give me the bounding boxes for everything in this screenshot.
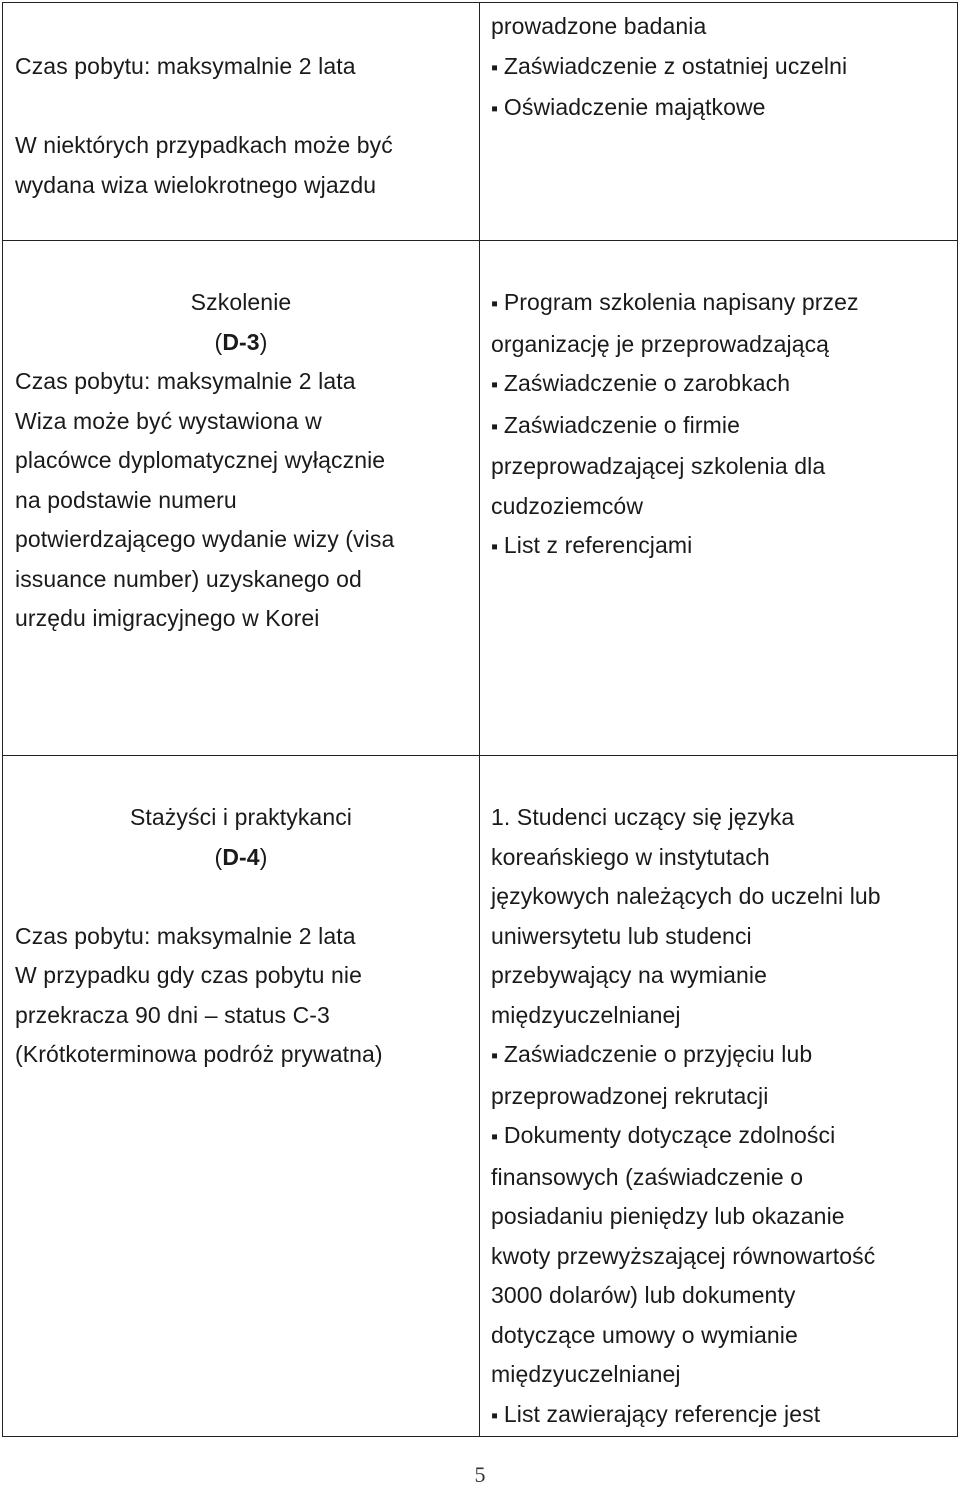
document-line: uniwersytetu lub studenci <box>491 922 752 949</box>
visa-type-title: Szkolenie <box>190 289 292 315</box>
description-line: placówce dyplomatycznej wyłącznie <box>15 447 386 473</box>
visa-type-title: Stażyści i praktykanci <box>129 804 353 830</box>
document-item: ▪ List zawierający referencje jest <box>491 1395 947 1437</box>
document-line: 1. Studenci uczący się języka <box>491 804 795 830</box>
multiple-entry-text: W niektórych przypadkach może być <box>15 132 393 158</box>
table-row <box>3 3 958 241</box>
document-item-cont: cudzoziemców <box>491 492 644 519</box>
visa-code: (D-3) <box>214 328 268 355</box>
document-item: ▪ Program szkolenia napisany przez <box>491 283 947 325</box>
document-item: ▪ Dokumenty dotyczące zdolności <box>491 1116 947 1158</box>
visa-description-cell <box>3 241 480 756</box>
multiple-entry-text-cont: wydana wiza wielokrotnego wjazdu <box>15 171 377 198</box>
description-line: potwierdzającego wydanie wizy (visa <box>15 526 395 552</box>
visa-code-value: D-3 <box>222 328 260 355</box>
document-item-cont: dotyczące umowy o wymianie <box>491 1321 798 1348</box>
document-item: ▪ Zaświadczenie o zarobkach <box>491 364 947 406</box>
description-line: W przypadku gdy czas pobytu nie <box>15 962 362 988</box>
document-item-cont: posiadaniu pieniędzy lub okazanie <box>491 1203 845 1229</box>
document-item: ▪ Zaświadczenie z ostatniej uczelni <box>491 47 947 89</box>
required-documents-cell <box>480 756 958 1437</box>
document-line: językowych należących do uczelni lub <box>491 883 881 909</box>
description-line: (Krótkoterminowa podróż prywatna) <box>15 1041 383 1067</box>
table-row <box>3 756 958 1437</box>
visa-requirements-table <box>2 2 958 1437</box>
document-line: koreańskiego w instytutach <box>491 843 770 870</box>
document-line: przebywający na wymianie <box>491 962 767 988</box>
document-item: ▪ List z referencjami <box>491 526 947 568</box>
visa-code: (D-4) <box>214 843 268 870</box>
required-documents-cell <box>480 3 958 241</box>
description-line: Wiza może być wystawiona w <box>15 407 322 434</box>
document-item-cont: międzyuczelnianej <box>491 1361 681 1387</box>
visa-description-cell <box>3 756 480 1437</box>
document-line: prowadzone badania <box>491 13 707 39</box>
document-item-cont: finansowych (zaświadczenie o <box>491 1163 804 1190</box>
document-item: ▪ Oświadczenie majątkowe <box>491 88 947 130</box>
description-line: urzędu imigracyjnego w Korei <box>15 605 320 631</box>
document-item-cont: przeprowadzonej rekrutacji <box>491 1082 769 1109</box>
visa-code-value: D-4 <box>222 843 260 870</box>
required-documents-cell <box>480 241 958 756</box>
document-item-cont: organizację je przeprowadzającą <box>491 330 830 357</box>
document-item-cont: kwoty przewyższającej równowartość <box>491 1242 876 1269</box>
document-item: ▪ Zaświadczenie o firmie <box>491 406 947 448</box>
table-row <box>3 241 958 756</box>
page-number: 5 <box>474 1462 486 1487</box>
document-line: międzyuczelnianej <box>491 1001 681 1028</box>
stay-duration-text: Czas pobytu: maksymalnie 2 lata <box>15 368 356 394</box>
document-item-cont: przeprowadzającej szkolenia dla <box>491 453 826 479</box>
document-item: ▪ Zaświadczenie o przyjęciu lub <box>491 1035 947 1077</box>
document-item-cont: 3000 dolarów) lub dokumenty <box>491 1282 796 1308</box>
description-line: issuance number) uzyskanego od <box>15 565 362 592</box>
visa-description-cell <box>3 3 480 241</box>
stay-duration-text: Czas pobytu: maksymalnie 2 lata <box>15 922 356 949</box>
description-line: przekracza 90 dni – status C-3 <box>15 1001 330 1028</box>
description-line: na podstawie numeru <box>15 486 237 513</box>
stay-duration-text: Czas pobytu: maksymalnie 2 lata <box>15 53 356 79</box>
